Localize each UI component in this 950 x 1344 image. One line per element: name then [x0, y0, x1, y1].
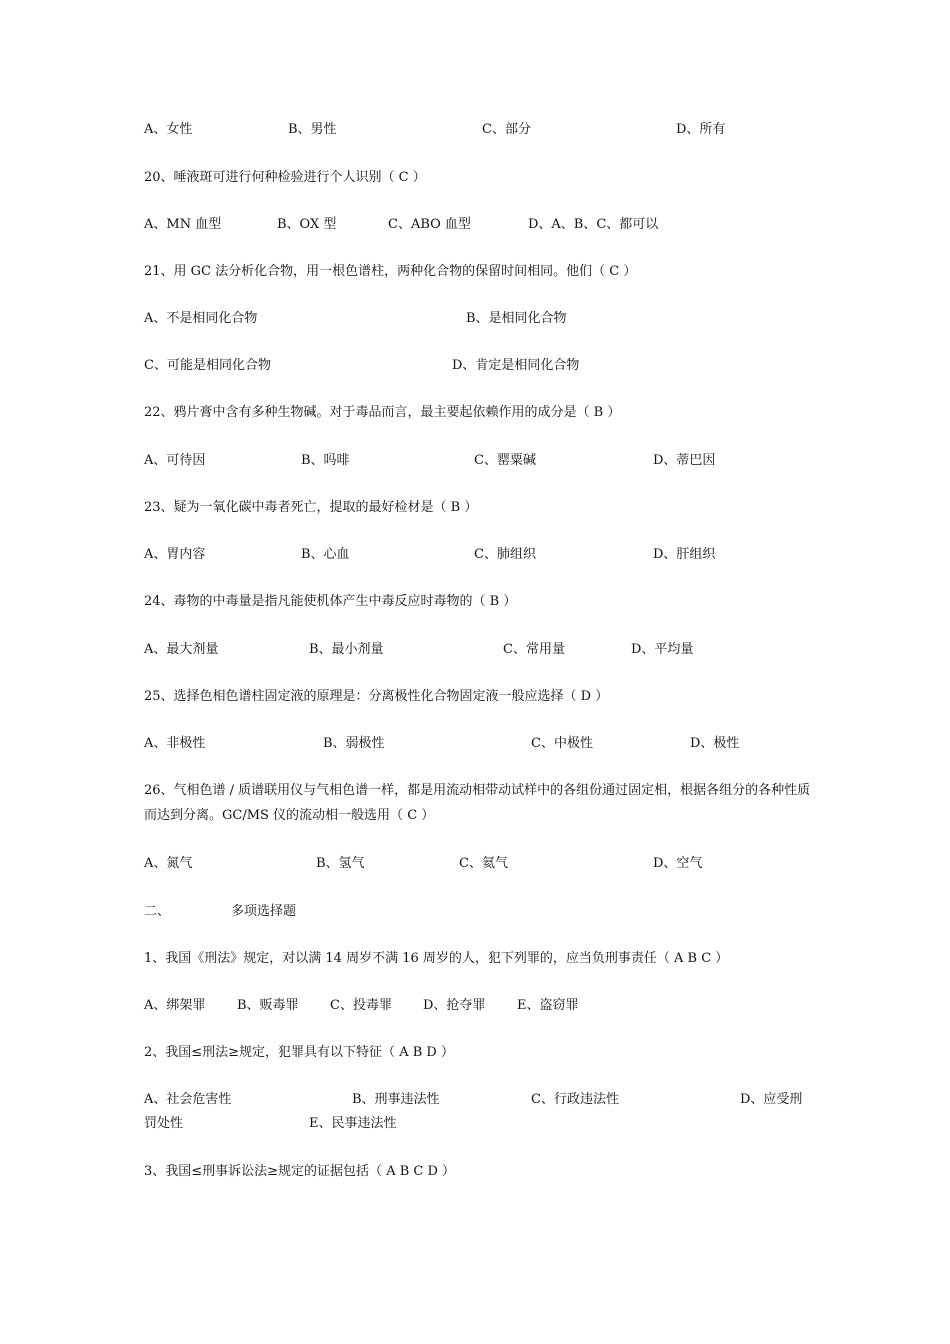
q20-option-d: D、A、B、C、都可以: [528, 217, 659, 232]
section-number: 二、: [144, 904, 171, 919]
m2-option-c: C、行政违法性: [531, 1092, 619, 1107]
m1-option-b: B、贩毒罪: [237, 998, 299, 1013]
q22-option-d: D、蒂巴因: [653, 453, 716, 468]
q21-option-a: A、不是相同化合物: [144, 311, 258, 326]
q24-option-c: C、常用量: [503, 642, 565, 657]
q23-option-a: A、胃内容: [144, 547, 206, 562]
q19-option-a: A、女性: [144, 122, 193, 137]
q24-question: 24、毒物的中毒量是指凡能使机体产生中毒反应时毒物的（ B ）: [144, 594, 517, 609]
q26-option-d: D、空气: [653, 856, 703, 871]
q21-question: 21、用 GC 法分析化合物，用一根色谱柱，两种化合物的保留时间相同。他们（ C ）: [144, 264, 637, 279]
q23-option-c: C、肺组织: [474, 547, 536, 562]
q19-option-d: D、所有: [676, 122, 726, 137]
q22-question: 22、鸦片膏中含有多种生物碱。对于毒品而言，最主要起依赖作用的成分是（ B ）: [144, 405, 621, 420]
q26-option-b: B、氢气: [316, 856, 365, 871]
q23-option-b: B、心血: [301, 547, 350, 562]
m1-question: 1、我国《刑法》规定，对以满 14 周岁不满 16 周岁的人，犯下列罪的，应当负刑事责任（ A B C ）: [144, 951, 729, 966]
q20-question: 20、唾液斑可进行何种检验进行个人识别（ C ）: [144, 170, 426, 185]
q19-option-c: C、部分: [482, 122, 531, 137]
q24-option-d: D、平均量: [631, 642, 694, 657]
q20-option-c: C、ABO 血型: [388, 217, 471, 232]
q20-option-a: A、MN 血型: [144, 217, 222, 232]
q22-option-a: A、可待因: [144, 453, 206, 468]
m3-question: 3、我国≤刑事诉讼法≥规定的证据包括（ A B C D ）: [144, 1164, 456, 1179]
q22-option-b: B、吗啡: [301, 453, 350, 468]
q26-question: 26、气相色谱 / 质谱联用仪与气相色谱一样，都是用流动相带动试样中的各组份通过固定相，根据各组分的各种性质而达到分离。GC/MS 仪的流动相一般选用（ C ）: [144, 783, 811, 823]
q23-option-d: D、肝组织: [653, 547, 716, 562]
q21-option-b: B、是相同化合物: [466, 311, 567, 326]
q26-option-c: C、氦气: [459, 856, 508, 871]
m2-option-e: E、民事违法性: [309, 1116, 397, 1131]
q24-option-b: B、最小剂量: [309, 642, 384, 657]
m2-question: 2、我国≤刑法≥规定，犯罪具有以下特征（ A B D ）: [144, 1045, 454, 1060]
q25-option-d: D、极性: [690, 736, 740, 751]
q24-option-a: A、最大剂量: [144, 642, 219, 657]
q25-option-c: C、中极性: [531, 736, 593, 751]
q23-question: 23、疑为一氧化碳中毒者死亡，提取的最好检材是（ B ）: [144, 500, 478, 515]
section-title: 多项选择题: [231, 904, 297, 919]
m1-option-c: C、投毒罪: [330, 998, 392, 1013]
m1-option-e: E、盗窃罪: [517, 998, 579, 1013]
q26-option-a: A、氮气: [144, 856, 193, 871]
q25-option-b: B、弱极性: [323, 736, 385, 751]
m2-option-b: B、刑事违法性: [352, 1092, 440, 1107]
q22-option-c: C、罂粟碱: [474, 453, 536, 468]
m2-option-d-cont: 罚处性: [144, 1116, 184, 1131]
q25-question: 25、选择色相色谱柱固定液的原理是：分离极性化合物固定液一般应选择（ D ）: [144, 689, 609, 704]
m2-option-a: A、社会危害性: [144, 1092, 232, 1107]
q21-option-c: C、可能是相同化合物: [144, 358, 271, 373]
m1-option-d: D、抢夺罪: [423, 998, 486, 1013]
q20-option-b: B、OX 型: [277, 217, 337, 232]
q19-option-b: B、男性: [288, 122, 337, 137]
m1-option-a: A、绑架罪: [144, 998, 206, 1013]
q21-option-d: D、肯定是相同化合物: [452, 358, 580, 373]
m2-option-d: D、应受刑: [740, 1092, 803, 1107]
q25-option-a: A、非极性: [144, 736, 206, 751]
